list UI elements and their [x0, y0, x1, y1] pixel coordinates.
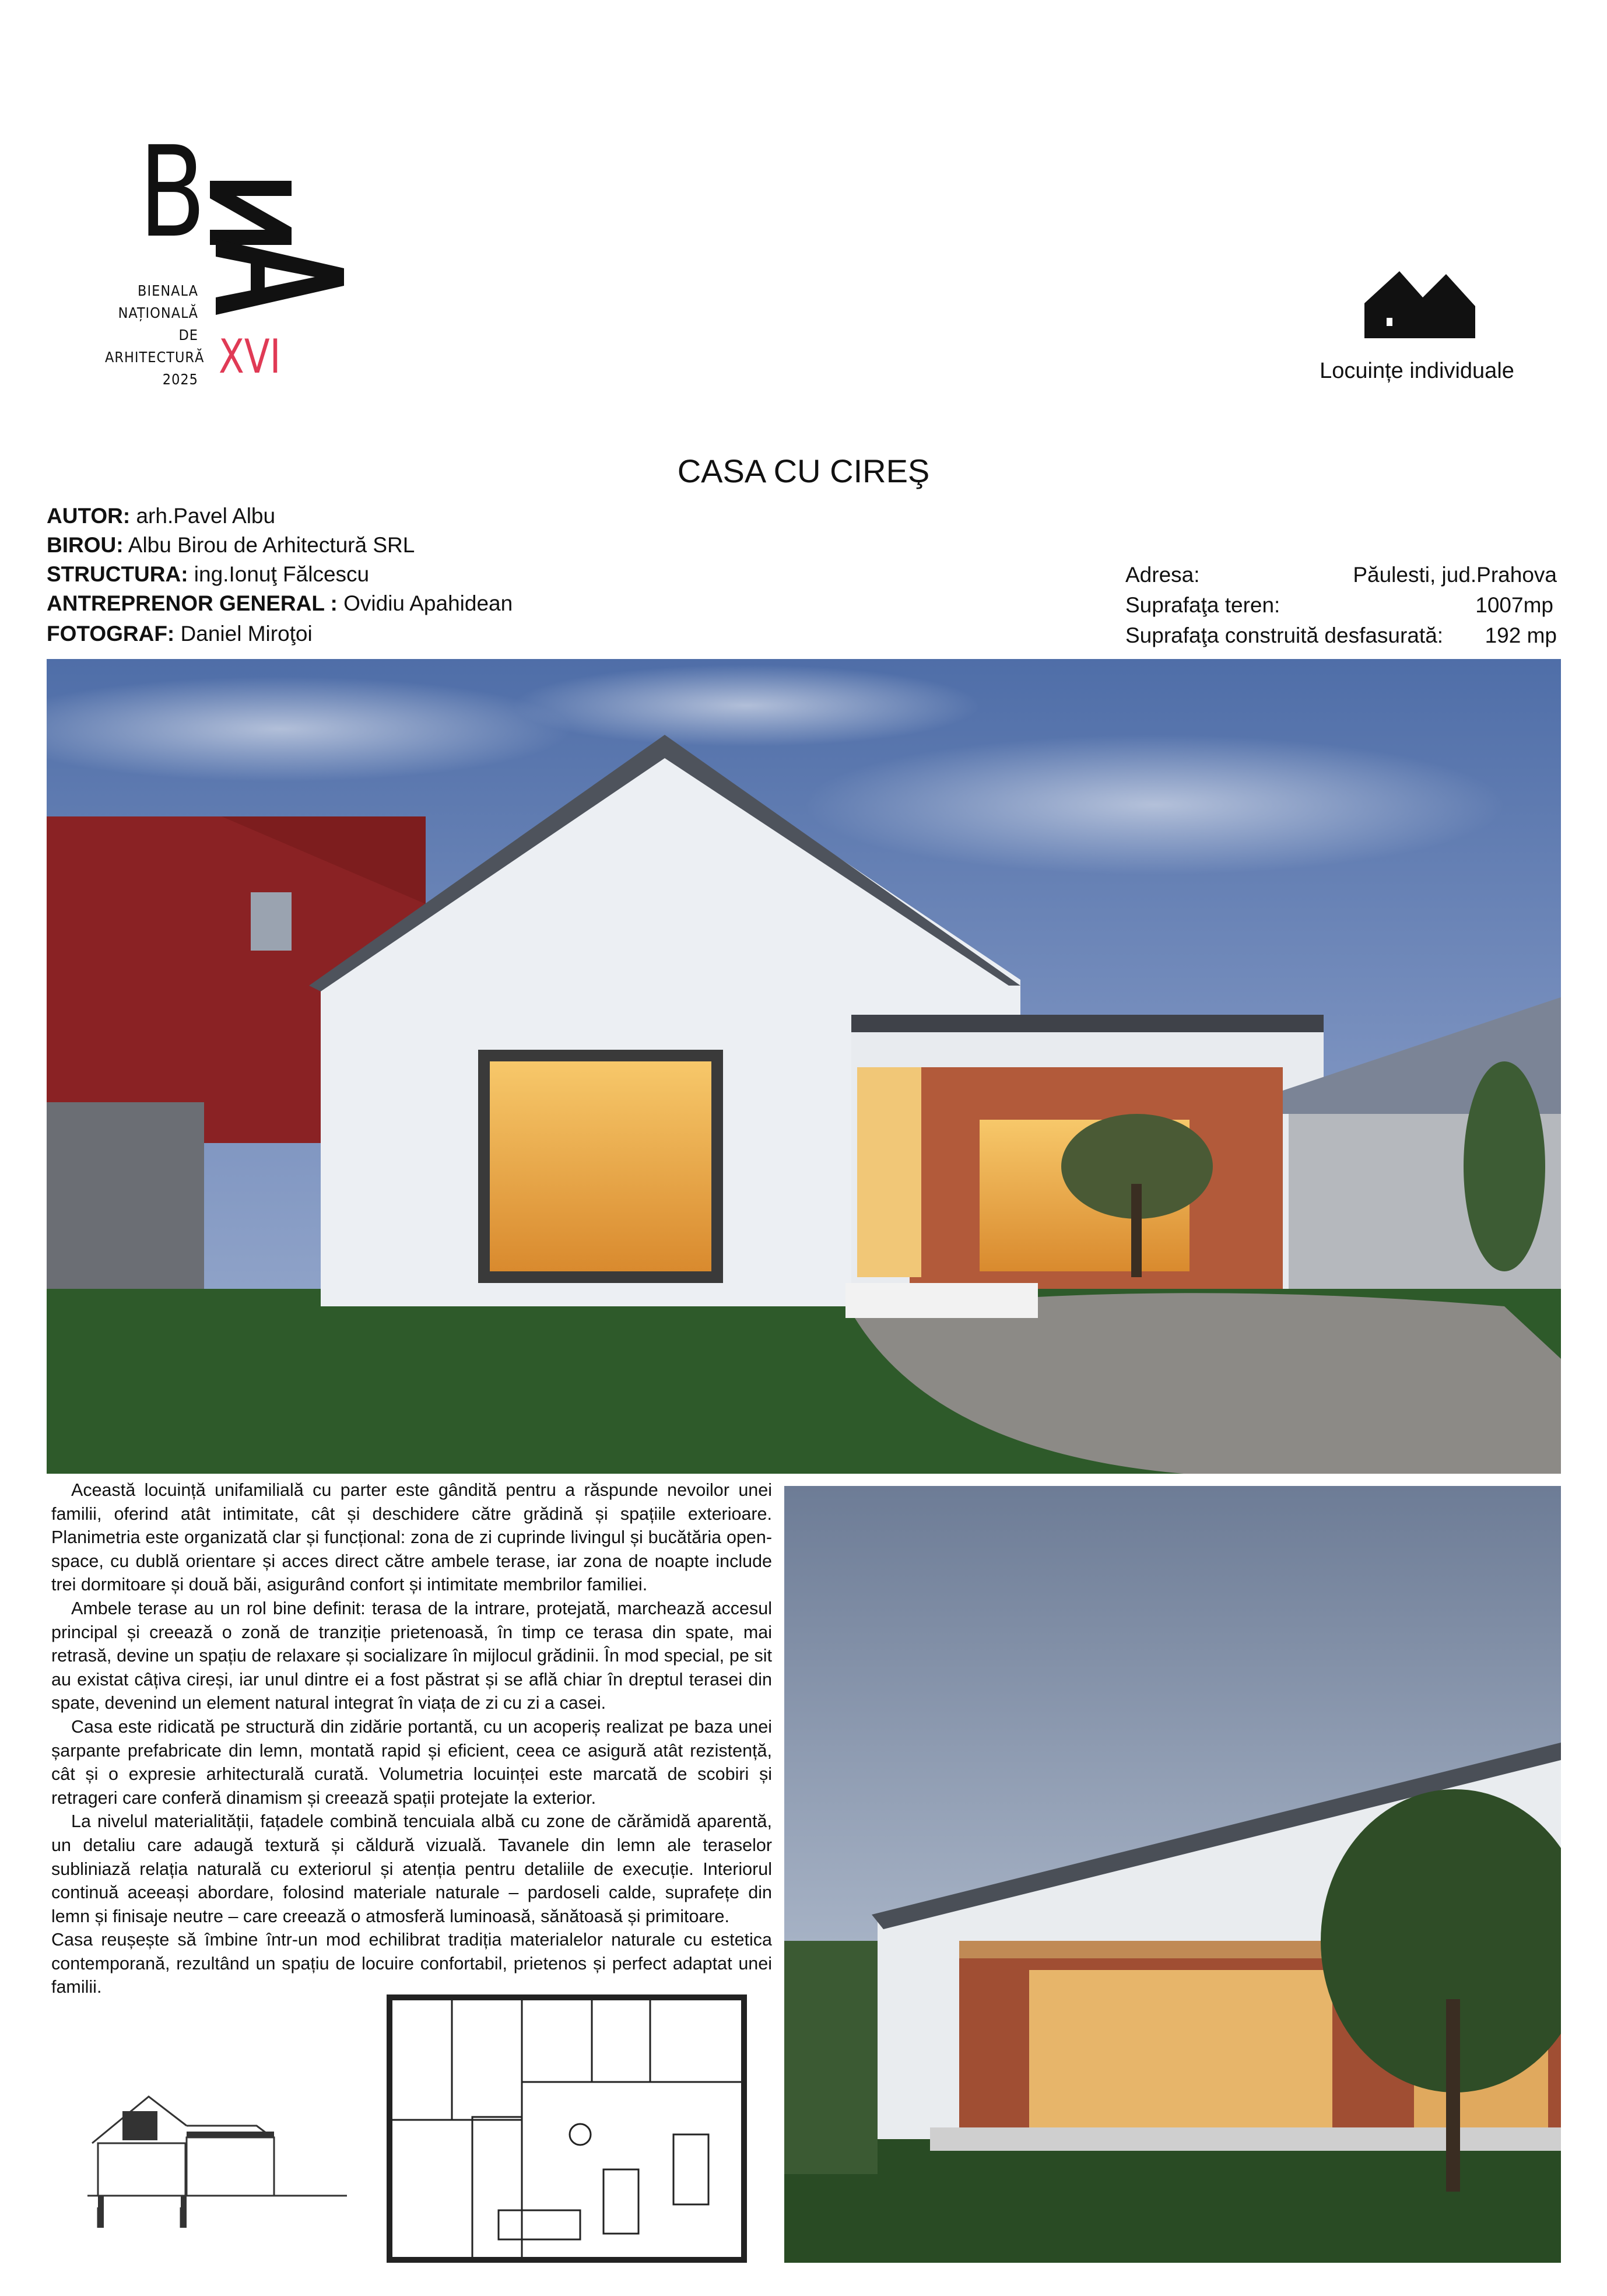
credit-author: AUTOR: arh.Pavel Albu	[47, 504, 276, 528]
description-paragraph: Casa reușește să îmbine într-un mod echilibrat tradiția materialelor naturale cu estetica contemporană, rezultând un spațiu de locuire confortabil, prietenos și perfect adaptat unei familii.	[51, 1930, 772, 1997]
description-paragraph: Ambele terase au un rol bine definit: terasa de la intrare, protejată, marchează accesul principal și creează o zonă de tranziție prietenoasă, în timp ce terasa din spate, mai retrasă, devine un spațiu de relaxare și socializare în mijlocul grădinii. În mod special, pe sit au existat câțiva cireși, iar unul dintre ei a fost păstrat și se află chiar în dreptul terasei din spate, devenind un element natural integrat în viața de zi cu zi a casei.	[51, 1598, 772, 1713]
stat-address-value: Păulesti, jud.Prahova	[1353, 563, 1557, 587]
floor-plan	[382, 1994, 749, 2269]
stat-plot-value: 1007mp	[1475, 593, 1553, 617]
category-label: Locuințe individuale	[1320, 359, 1514, 383]
main-photo	[47, 659, 1561, 1474]
credit-structure: STRUCTURA: ing.Ionuţ Fălcescu	[47, 562, 370, 586]
houses-silhouette-icon	[1364, 265, 1475, 338]
logo-subtitle: BIENALA NAȚIONALĂ DE ARHITECTURĂ 2025	[105, 282, 205, 388]
credit-contractor: ANTREPRENOR GENERAL : Ovidiu Apahidean	[47, 591, 513, 615]
category-badge	[1318, 265, 1516, 394]
description-paragraph: La nivelul materialității, fațadele combină tencuiala albă cu zone de cărămidă aparentă, un detaliu care adaugă textură și căldură vizuală. Tavanele din lemn ale teraselor subliniază relația naturală cu exteriorul și atenția pentru detaliile de execuție. Interiorul continuă aceeași abordare, folosind materiale naturale – pardoseli calde, suprafețe din lemn și finisaje neutre – care creează o atmosferă luminoasă, sănătoasă și primitoare.	[51, 1811, 772, 1926]
project-title: CASA CU CIREŞ	[677, 453, 930, 489]
stat-built-label: Suprafaţa construită desfasurată:	[1125, 623, 1444, 647]
project-description	[51, 1478, 772, 1999]
stat-built-value: 192 mp	[1485, 623, 1557, 647]
section-drawing	[87, 2062, 347, 2237]
stat-address-label: Adresa:	[1125, 563, 1200, 587]
logo-na-mark	[204, 181, 350, 321]
description-paragraph: Casa este ridicată pe structură din zidărie portantă, cu un acoperiș realizat pe baza unei șarpante prefabricate din lemn, montată rapid și eficient, ceea ce asigură atât rezistență, cât și o expresie arhitecturală curată. Volumetria locuinței este marcată de scobiri și retrageri care conferă dinamism și creează spații protejate la exterior.	[51, 1716, 772, 1808]
logo-letter-b: B	[139, 119, 206, 265]
stat-plot-label: Suprafaţa teren:	[1125, 593, 1280, 617]
credit-photographer: FOTOGRAF: Daniel Miroţoi	[47, 622, 313, 646]
logo-edition: XVI	[219, 329, 281, 384]
bna-logo	[105, 119, 350, 408]
description-paragraph: Această locuință unifamilială cu parter este gândită pentru a răspunde nevoilor unei familii, oferind atât intimitate, cât și deschidere către grădină și spațiile exterioare. Planimetria este organizată clar și funcțional: zona de zi cuprinde livingul și bucătăria open-space, cu dublă orientare și acces direct către ambele terase, iar zona de noapte include trei dormitoare și două băi, asigurând confort și intimitate membrilor familiei.	[51, 1480, 772, 1595]
credit-office: BIROU: Albu Birou de Arhitectură SRL	[47, 533, 415, 557]
secondary-photo	[784, 1486, 1561, 2263]
